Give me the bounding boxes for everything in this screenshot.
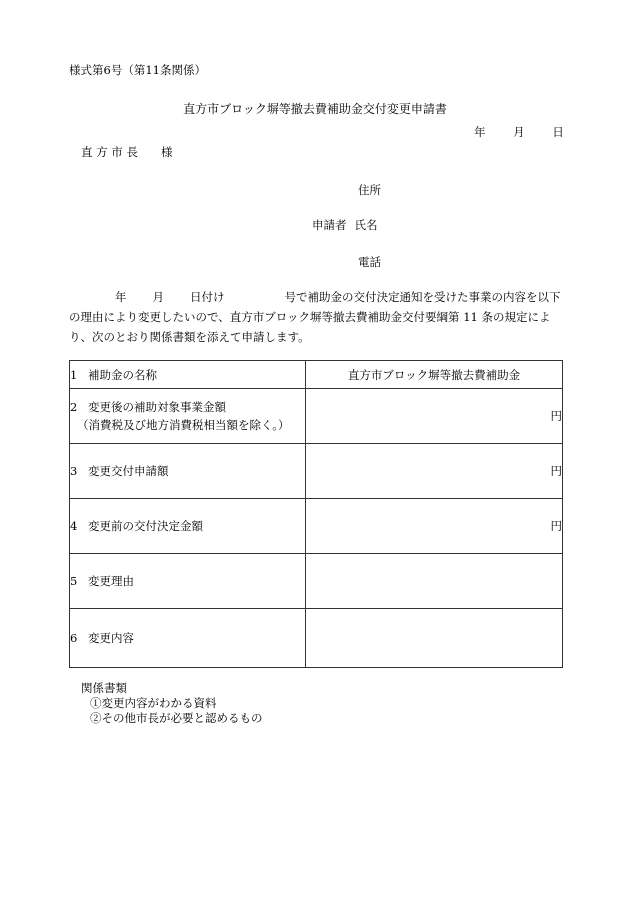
- row-label-cell: 2 変更後の補助対象事業金額 （消費税及び地方消費税相当額を除く。）: [70, 389, 306, 444]
- amount-input-cell[interactable]: 円: [306, 444, 563, 499]
- subsidy-name-value: 直方市ブロック塀等撤去費補助金: [306, 361, 563, 389]
- related-documents: [81, 681, 263, 726]
- documents-title: 関係書類: [81, 681, 127, 695]
- date-day-label: 日: [552, 125, 564, 139]
- document-item: ②その他市長が必要と認めるもの: [90, 711, 263, 725]
- table-row: [70, 389, 563, 444]
- row-label-cell: 5 変更理由: [70, 554, 306, 609]
- content-input-cell[interactable]: [306, 609, 563, 668]
- row-label-cell: 1 補助金の名称: [70, 361, 306, 389]
- table-row: [70, 499, 563, 554]
- statement-year: 年: [115, 290, 127, 304]
- table-row: [70, 554, 563, 609]
- document-item: ①変更内容がわかる資料: [90, 696, 217, 710]
- addressee: 直 方 市 長 様: [81, 145, 173, 159]
- date-line: [474, 124, 564, 140]
- table-row: [70, 609, 563, 668]
- applicant-name-line: [312, 217, 378, 233]
- document-title: 直方市ブロック塀等撤去費補助金交付変更申請書: [183, 102, 447, 116]
- table-row: [70, 444, 563, 499]
- reason-input-cell[interactable]: [306, 554, 563, 609]
- application-statement: [69, 287, 564, 347]
- address-label: 住所: [358, 183, 381, 197]
- phone-label: 電話: [358, 255, 381, 269]
- statement-text: 号で補助金の交付決定通知を受けた事業の内容を以下の理由により変更したいので、直方市ブロック塀等撤去費補助金交付要綱第 11 条の規定により、次のとおり関係書類を添えて申請します。: [69, 290, 561, 344]
- application-table: [69, 360, 563, 668]
- statement-month: 月: [152, 290, 164, 304]
- name-label: 氏名: [354, 218, 378, 232]
- form-number: 様式第6号（第11条関係）: [69, 63, 206, 77]
- date-year-label: 年: [474, 125, 486, 139]
- row-label-cell: 6 変更内容: [70, 609, 306, 668]
- row-label-cell: 3 変更交付申請額: [70, 444, 306, 499]
- date-month-label: 月: [513, 125, 525, 139]
- table-row: [70, 361, 563, 389]
- applicant-label: 申請者: [312, 218, 347, 232]
- row-label-note: （消費税及び地方消費税相当額を除く。）: [77, 418, 290, 432]
- amount-input-cell[interactable]: 円: [306, 499, 563, 554]
- statement-day-dated: 日付け: [190, 290, 225, 304]
- row-label-cell: 4 変更前の交付決定金額: [70, 499, 306, 554]
- amount-input-cell[interactable]: 円: [306, 389, 563, 444]
